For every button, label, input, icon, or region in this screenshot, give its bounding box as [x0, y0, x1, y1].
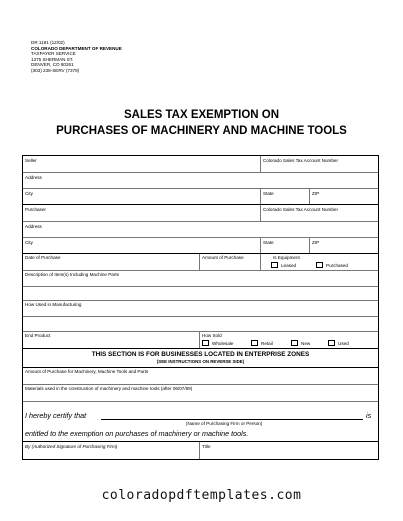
certify-lead: I hereby certify that: [25, 411, 87, 420]
seller-account-field[interactable]: Colorado Sales Tax Account Number: [263, 158, 338, 163]
enterprise-amount-field[interactable]: Amount of Purchase for Machinery, Machine Tools and Parts: [25, 369, 149, 374]
date-amount-row: [23, 254, 378, 271]
site-watermark: coloradopdftemplates.com: [101, 488, 302, 503]
retail-option[interactable]: [251, 340, 273, 346]
purchaser-account-field[interactable]: Colorado Sales Tax Account Number: [263, 207, 338, 212]
date-of-purchase-field[interactable]: Date of Purchase: [25, 255, 61, 260]
seller-state-field[interactable]: State: [263, 191, 274, 196]
leased-option[interactable]: [271, 262, 296, 268]
page-title: [0, 107, 403, 139]
how-sold-label: How Sold: [202, 333, 222, 338]
retail-checkbox[interactable]: [251, 340, 258, 346]
how-used-row: [23, 301, 378, 317]
enterprise-zone-heading: THIS SECTION IS FOR BUSINESSES LOCATED IN ENTERPRISE ZONES: [91, 351, 310, 358]
retail-label: Retail: [261, 340, 273, 346]
amount-of-purchase-field[interactable]: Amount of Purchase: [202, 255, 244, 260]
enterprise-amount-row: [23, 368, 378, 385]
department-header: [31, 40, 122, 74]
purchased-option[interactable]: [316, 262, 348, 268]
city-address: DENVER, CO 80261: [31, 62, 74, 68]
wholesale-label: Wholesale: [212, 340, 234, 346]
seller-city-row: [23, 189, 378, 205]
signature-field[interactable]: By (Authorized Signature of Purchasing Firm): [25, 444, 118, 449]
description-field[interactable]: Description of Item(s) Including Machine Parts: [25, 272, 119, 277]
enterprise-zone-subheading: (SEE INSTRUCTIONS ON REVERSE SIDE): [156, 359, 245, 364]
purchaser-field[interactable]: Purchaser: [25, 207, 46, 212]
purchaser-zip-field[interactable]: ZIP: [312, 240, 320, 245]
department-name: COLORADO DEPARTMENT OF REVENUE: [31, 45, 122, 51]
wholesale-option[interactable]: [202, 340, 233, 346]
end-product-row: [23, 332, 378, 349]
description-row: [23, 271, 378, 287]
wholesale-checkbox[interactable]: [202, 340, 209, 346]
materials-field[interactable]: Materials used in the construction of machinery and machine tools (after 06/07/89): [25, 386, 193, 391]
enterprise-zone-section: [23, 349, 378, 368]
title-line-2: PURCHASES OF MACHINERY AND MACHINE TOOLS: [56, 125, 347, 137]
phone-number: (303) 238-SERV (7378): [31, 67, 80, 73]
seller-city-field[interactable]: City: [25, 191, 33, 196]
purchaser-city-row: [23, 238, 378, 254]
firm-name-caption: (Name of Purchasing Firm or Person): [186, 421, 263, 426]
purchased-checkbox[interactable]: [316, 262, 323, 268]
seller-row: [23, 156, 378, 173]
certify-is: is: [366, 411, 372, 420]
purchased-label: Purchased: [326, 262, 348, 268]
seller-field[interactable]: Seller: [25, 158, 37, 163]
how-used-field[interactable]: How Used in Manufacturing: [25, 302, 82, 307]
signature-row: [23, 442, 378, 459]
title-line-1: SALES TAX EXEMPTION ON: [123, 109, 280, 121]
purchaser-address-row: [23, 222, 378, 238]
leased-label: Leased: [281, 262, 297, 268]
end-product-field[interactable]: End Product: [25, 333, 51, 338]
purchaser-city-field[interactable]: City: [25, 240, 33, 245]
used-checkbox[interactable]: [328, 340, 335, 346]
seller-zip-field[interactable]: ZIP: [312, 191, 320, 196]
certification-block: [23, 402, 378, 442]
new-checkbox[interactable]: [291, 340, 298, 346]
leased-checkbox[interactable]: [271, 262, 278, 268]
description-row-2[interactable]: [23, 287, 378, 301]
form-number: DR 1191 (12/02): [31, 40, 65, 45]
materials-row: [23, 385, 378, 402]
used-label: Used: [338, 340, 349, 346]
purchaser-row: [23, 205, 378, 222]
title-field[interactable]: Title: [202, 444, 211, 449]
how-used-row-2[interactable]: [23, 317, 378, 332]
new-label: New: [301, 340, 311, 346]
purchasing-firm-name-line[interactable]: [101, 419, 363, 420]
service-name: TAXPAYER SERVICE: [31, 51, 76, 57]
purchaser-state-field[interactable]: State: [263, 240, 274, 245]
new-option[interactable]: [291, 340, 310, 346]
exemption-form: [22, 155, 379, 460]
street-address: 1375 SHERMAN ST.: [31, 56, 74, 62]
purchaser-address-field[interactable]: Address: [25, 224, 42, 229]
seller-address-row: [23, 173, 378, 189]
is-equipment-label: Is Equipment: [273, 255, 300, 260]
used-option[interactable]: [328, 340, 349, 346]
seller-address-field[interactable]: Address: [25, 175, 42, 180]
certify-line-2: entitled to the exemption on purchases of machinery or machine tools.: [25, 429, 249, 438]
